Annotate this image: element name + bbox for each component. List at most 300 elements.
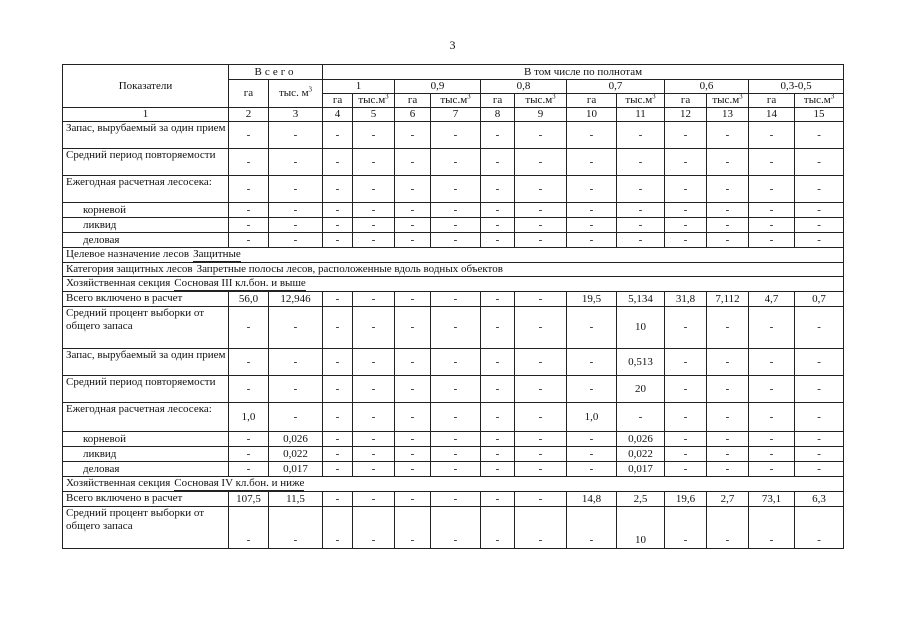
cell-value: -	[323, 432, 353, 447]
cell-value: -	[431, 122, 481, 149]
cell-value: -	[707, 218, 749, 233]
cell-value: -	[395, 122, 431, 149]
cell-value: -	[353, 462, 395, 477]
cell-value: -	[229, 233, 269, 248]
cell-value: -	[567, 432, 617, 447]
cell-value: -	[481, 307, 515, 349]
cell-value: -	[481, 492, 515, 507]
header-unit-ha: га	[323, 94, 353, 108]
cell-value: -	[749, 176, 795, 203]
cell-value: -	[567, 447, 617, 462]
cell-value: -	[395, 307, 431, 349]
cell-value: -	[617, 149, 665, 176]
cell-value: -	[567, 203, 617, 218]
cell-value: -	[749, 233, 795, 248]
cell-value: -	[707, 149, 749, 176]
cell-value: -	[431, 292, 481, 307]
cell-value: -	[795, 376, 844, 403]
cell-value: -	[567, 307, 617, 349]
cell-value: -	[353, 218, 395, 233]
cell-value: -	[749, 349, 795, 376]
cell-value: -	[229, 122, 269, 149]
cell-value: -	[481, 507, 515, 549]
cell-value: -	[269, 507, 323, 549]
header-unit-m3: $тыс.м^3$	[353, 94, 395, 108]
column-number: 1	[63, 108, 229, 122]
cell-value: -	[749, 462, 795, 477]
header-unit-ha: га	[665, 94, 707, 108]
cell-value: -	[749, 447, 795, 462]
cell-value: -	[229, 376, 269, 403]
column-number: 14	[749, 108, 795, 122]
row-label: Средний период повторяемости	[63, 376, 229, 403]
row-label: деловая	[63, 462, 229, 477]
cell-value: -	[481, 349, 515, 376]
table-row	[63, 403, 844, 432]
category-row	[63, 263, 844, 277]
header-unit-m3: $тыс.м^3$	[707, 94, 749, 108]
cell-value: -	[481, 403, 515, 432]
header-unit-m3: $тыс.м^3$	[795, 94, 844, 108]
header-unit-ha: га	[481, 94, 515, 108]
cell-value: -	[395, 218, 431, 233]
cell-value: -	[665, 122, 707, 149]
cell-value: 0,022	[617, 447, 665, 462]
cell-value: -	[395, 349, 431, 376]
cell-value: -	[481, 432, 515, 447]
header-density: 1	[323, 80, 395, 94]
cell-value: -	[749, 403, 795, 432]
cell-value: -	[269, 233, 323, 248]
cell-value: -	[323, 218, 353, 233]
cell-value: -	[795, 203, 844, 218]
cell-value: -	[229, 447, 269, 462]
cell-value: 10	[617, 507, 665, 549]
column-number: 4	[323, 108, 353, 122]
category-row-label: Категория защитных лесов	[66, 263, 193, 275]
cell-value: 4,7	[749, 292, 795, 307]
cell-value: -	[269, 203, 323, 218]
cell-value: -	[229, 507, 269, 549]
cell-value: -	[481, 176, 515, 203]
cell-value: -	[707, 447, 749, 462]
cell-value: -	[431, 492, 481, 507]
cell-value: -	[665, 203, 707, 218]
cell-value: -	[353, 233, 395, 248]
cell-value: -	[323, 122, 353, 149]
header-unit-ha: га	[567, 94, 617, 108]
cell-value: -	[515, 149, 567, 176]
cell-value: -	[665, 507, 707, 549]
cell-value: -	[515, 447, 567, 462]
cell-value: -	[707, 403, 749, 432]
cell-value: -	[665, 233, 707, 248]
cell-value: -	[323, 149, 353, 176]
cell-value: -	[795, 447, 844, 462]
cell-value: -	[617, 176, 665, 203]
cell-value: -	[323, 349, 353, 376]
table-row	[63, 307, 844, 349]
cell-value: -	[515, 292, 567, 307]
cell-value: -	[481, 233, 515, 248]
cell-value: -	[665, 149, 707, 176]
cell-value: -	[481, 203, 515, 218]
cell-value: -	[617, 122, 665, 149]
table-row	[63, 122, 844, 149]
cell-value: 19,5	[567, 292, 617, 307]
page-number: 3	[449, 38, 456, 52]
column-number: 6	[395, 108, 431, 122]
cell-value: -	[269, 403, 323, 432]
cell-value: -	[707, 432, 749, 447]
cell-value: -	[395, 507, 431, 549]
cell-value: -	[567, 376, 617, 403]
row-label: Ежегодная расчетная лесосека:	[63, 176, 229, 203]
cell-value: -	[431, 176, 481, 203]
table-row	[63, 376, 844, 403]
cell-value: -	[795, 462, 844, 477]
cell-value: -	[749, 507, 795, 549]
cell-value: -	[707, 307, 749, 349]
cell-value: -	[431, 218, 481, 233]
row-label: Запас, вырубаемый за один прием	[63, 122, 229, 149]
cell-value: -	[795, 122, 844, 149]
column-number: 13	[707, 108, 749, 122]
cell-value: 1,0	[229, 403, 269, 432]
cell-value: -	[515, 403, 567, 432]
section1-row	[63, 277, 844, 292]
cell-value: -	[665, 218, 707, 233]
cell-value: -	[665, 307, 707, 349]
cell-value: 0,022	[269, 447, 323, 462]
cell-value: 6,3	[795, 492, 844, 507]
cell-value: -	[395, 176, 431, 203]
cell-value: -	[665, 462, 707, 477]
cell-value: 19,6	[665, 492, 707, 507]
cell-value: -	[323, 233, 353, 248]
table-row	[63, 492, 844, 507]
cell-value: -	[323, 447, 353, 462]
header-density: 0,9	[395, 80, 481, 94]
cell-value: -	[665, 349, 707, 376]
column-number: 15	[795, 108, 844, 122]
table-row	[63, 349, 844, 376]
cell-value: -	[431, 376, 481, 403]
cell-value: -	[795, 432, 844, 447]
cell-value: -	[269, 149, 323, 176]
table-row	[63, 149, 844, 176]
table-row	[63, 447, 844, 462]
cell-value: -	[353, 507, 395, 549]
cell-value: -	[707, 376, 749, 403]
cell-value: -	[749, 307, 795, 349]
header-unit-m3: $тыс.м^3$	[515, 94, 567, 108]
cell-value: -	[395, 233, 431, 248]
cell-value: -	[515, 492, 567, 507]
cell-value: -	[795, 218, 844, 233]
cell-value: -	[323, 292, 353, 307]
cell-value: -	[395, 149, 431, 176]
cell-value: -	[229, 176, 269, 203]
table-row	[63, 507, 844, 549]
cell-value: -	[707, 507, 749, 549]
cell-value: -	[395, 403, 431, 432]
cell-value: -	[229, 149, 269, 176]
table-row	[63, 218, 844, 233]
cell-value: -	[353, 376, 395, 403]
cell-value: -	[269, 349, 323, 376]
cell-value: -	[515, 376, 567, 403]
cell-value: -	[617, 233, 665, 248]
header-unit-ha: га	[749, 94, 795, 108]
cell-value: -	[395, 203, 431, 218]
cell-value: -	[353, 149, 395, 176]
cell-value: -	[431, 507, 481, 549]
cell-value: 2,5	[617, 492, 665, 507]
cell-value: -	[353, 403, 395, 432]
column-number: 11	[617, 108, 665, 122]
cell-value: -	[431, 203, 481, 218]
header-density: 0,8	[481, 80, 567, 94]
row-label: Всего включено в расчет	[63, 292, 229, 307]
cell-value: 7,112	[707, 292, 749, 307]
cell-value: -	[515, 432, 567, 447]
column-number: 7	[431, 108, 481, 122]
row-label: корневой	[63, 432, 229, 447]
section2-row	[63, 477, 844, 492]
cell-value: 31,8	[665, 292, 707, 307]
cell-value: -	[749, 218, 795, 233]
cell-value: -	[481, 376, 515, 403]
cell-value: 2,7	[707, 492, 749, 507]
cell-value: -	[395, 462, 431, 477]
cell-value: -	[395, 492, 431, 507]
cell-value: -	[515, 233, 567, 248]
cell-value: 56,0	[229, 292, 269, 307]
cell-value: -	[395, 292, 431, 307]
row-label: Средний процент выборки от общего запаса	[63, 307, 229, 349]
category-row-value: Запретные полосы лесов, расположенные вдоль водных объектов	[196, 263, 503, 275]
cell-value: -	[567, 149, 617, 176]
column-number: 12	[665, 108, 707, 122]
cell-value: -	[515, 349, 567, 376]
cell-value: 0,026	[617, 432, 665, 447]
cell-value: 0,026	[269, 432, 323, 447]
cell-value: -	[795, 349, 844, 376]
cell-value: -	[749, 432, 795, 447]
cell-value: 20	[617, 376, 665, 403]
cell-value: -	[567, 122, 617, 149]
cell-value: -	[515, 203, 567, 218]
table-row	[63, 462, 844, 477]
header-incl-density: В том числе по полнотам	[323, 65, 844, 80]
header-total-ha: га	[229, 80, 269, 108]
cell-value: -	[749, 149, 795, 176]
cell-value: 0,017	[269, 462, 323, 477]
cell-value: 5,134	[617, 292, 665, 307]
cell-value: -	[229, 203, 269, 218]
cell-value: -	[229, 307, 269, 349]
cell-value: -	[323, 176, 353, 203]
purpose-row-value: Защитные	[193, 248, 241, 260]
cell-value: -	[353, 292, 395, 307]
cell-value: -	[353, 122, 395, 149]
header-total-m3: тыс. $м^3$	[269, 80, 323, 108]
cell-value: -	[707, 233, 749, 248]
column-number: 2	[229, 108, 269, 122]
cell-value: -	[749, 122, 795, 149]
cell-value: 0,017	[617, 462, 665, 477]
cell-value: -	[749, 203, 795, 218]
section1-row-label: Хозяйственная секция	[66, 277, 171, 289]
column-number: 3	[269, 108, 323, 122]
cell-value: -	[567, 233, 617, 248]
purpose-row-label: Целевое назначение лесов	[66, 248, 190, 260]
cell-value: -	[481, 218, 515, 233]
cell-value: -	[567, 218, 617, 233]
header-density: 0,3-0,5	[749, 80, 844, 94]
cell-value: -	[481, 149, 515, 176]
cell-value: -	[665, 447, 707, 462]
cell-value: -	[481, 292, 515, 307]
cell-value: -	[353, 307, 395, 349]
cell-value: -	[707, 349, 749, 376]
cell-value: -	[707, 122, 749, 149]
header-indicators: Показатели	[63, 65, 229, 108]
cell-value: -	[353, 447, 395, 462]
cell-value: -	[431, 462, 481, 477]
row-label: Средний процент выборки от общего запаса	[63, 507, 229, 549]
table-row	[63, 292, 844, 307]
cell-value: -	[665, 432, 707, 447]
cell-value: -	[323, 376, 353, 403]
section1-row-value: Сосновая III кл.бон. и выше	[174, 277, 306, 289]
cell-value: -	[229, 218, 269, 233]
cell-value: -	[515, 176, 567, 203]
cell-value: -	[353, 492, 395, 507]
header-density: 0,7	[567, 80, 665, 94]
row-label: Запас, вырубаемый за один прием	[63, 349, 229, 376]
row-label: корневой	[63, 203, 229, 218]
header-unit-ha: га	[395, 94, 431, 108]
row-label: ликвид	[63, 218, 229, 233]
cell-value: 1,0	[567, 403, 617, 432]
cell-value: -	[431, 149, 481, 176]
cell-value: -	[323, 203, 353, 218]
cell-value: -	[431, 447, 481, 462]
header-unit-m3: $тыс.м^3$	[431, 94, 481, 108]
cell-value: -	[481, 122, 515, 149]
row-label: Средний период повторяемости	[63, 149, 229, 176]
cell-value: 107,5	[229, 492, 269, 507]
cell-value: 14,8	[567, 492, 617, 507]
cell-value: -	[323, 507, 353, 549]
cell-value: -	[353, 203, 395, 218]
cell-value: -	[515, 307, 567, 349]
cell-value: -	[323, 403, 353, 432]
cell-value: -	[431, 403, 481, 432]
cell-value: -	[707, 203, 749, 218]
cell-value: -	[617, 203, 665, 218]
header-density: 0,6	[665, 80, 749, 94]
cell-value: -	[269, 218, 323, 233]
header-unit-m3: $тыс.м^3$	[617, 94, 665, 108]
column-number: 9	[515, 108, 567, 122]
table-row	[63, 203, 844, 218]
cell-value: 11,5	[269, 492, 323, 507]
section2-row-value: Сосновая IV кл.бон. и ниже	[174, 477, 305, 489]
cell-value: -	[269, 307, 323, 349]
cell-value: -	[395, 447, 431, 462]
purpose-row	[63, 248, 844, 263]
column-number: 5	[353, 108, 395, 122]
cell-value: -	[431, 307, 481, 349]
cell-value: -	[749, 376, 795, 403]
cell-value: -	[431, 432, 481, 447]
cell-value: -	[707, 462, 749, 477]
cell-value: -	[353, 432, 395, 447]
allowable-cut-table	[62, 64, 844, 549]
cell-value: -	[795, 307, 844, 349]
cell-value: -	[353, 176, 395, 203]
section2-row-label: Хозяйственная секция	[66, 477, 171, 489]
cell-value: -	[323, 492, 353, 507]
row-label: деловая	[63, 233, 229, 248]
cell-value: -	[665, 403, 707, 432]
cell-value: -	[567, 349, 617, 376]
header-total: Всего	[229, 65, 323, 80]
cell-value: -	[795, 149, 844, 176]
cell-value: 0,7	[795, 292, 844, 307]
cell-value: -	[515, 218, 567, 233]
cell-value: -	[431, 233, 481, 248]
cell-value: -	[795, 176, 844, 203]
cell-value: -	[481, 447, 515, 462]
cell-value: -	[229, 462, 269, 477]
cell-value: -	[269, 176, 323, 203]
column-number: 8	[481, 108, 515, 122]
cell-value: -	[707, 176, 749, 203]
cell-value: -	[795, 507, 844, 549]
cell-value: -	[567, 176, 617, 203]
cell-value: -	[229, 432, 269, 447]
cell-value: -	[567, 507, 617, 549]
cell-value: -	[567, 462, 617, 477]
cell-value: -	[795, 403, 844, 432]
cell-value: 0,513	[617, 349, 665, 376]
cell-value: -	[269, 122, 323, 149]
cell-value: -	[795, 233, 844, 248]
cell-value: -	[431, 349, 481, 376]
table-row	[63, 432, 844, 447]
cell-value: -	[515, 462, 567, 477]
cell-value: -	[395, 432, 431, 447]
cell-value: -	[353, 349, 395, 376]
row-label: ликвид	[63, 447, 229, 462]
row-label: Ежегодная расчетная лесосека:	[63, 403, 229, 432]
cell-value: -	[395, 376, 431, 403]
cell-value: -	[269, 376, 323, 403]
cell-value: 10	[617, 307, 665, 349]
cell-value: -	[515, 507, 567, 549]
cell-value: -	[481, 462, 515, 477]
cell-value: -	[323, 462, 353, 477]
cell-value: 12,946	[269, 292, 323, 307]
cell-value: -	[323, 307, 353, 349]
cell-value: -	[617, 403, 665, 432]
table-row	[63, 233, 844, 248]
cell-value: 73,1	[749, 492, 795, 507]
